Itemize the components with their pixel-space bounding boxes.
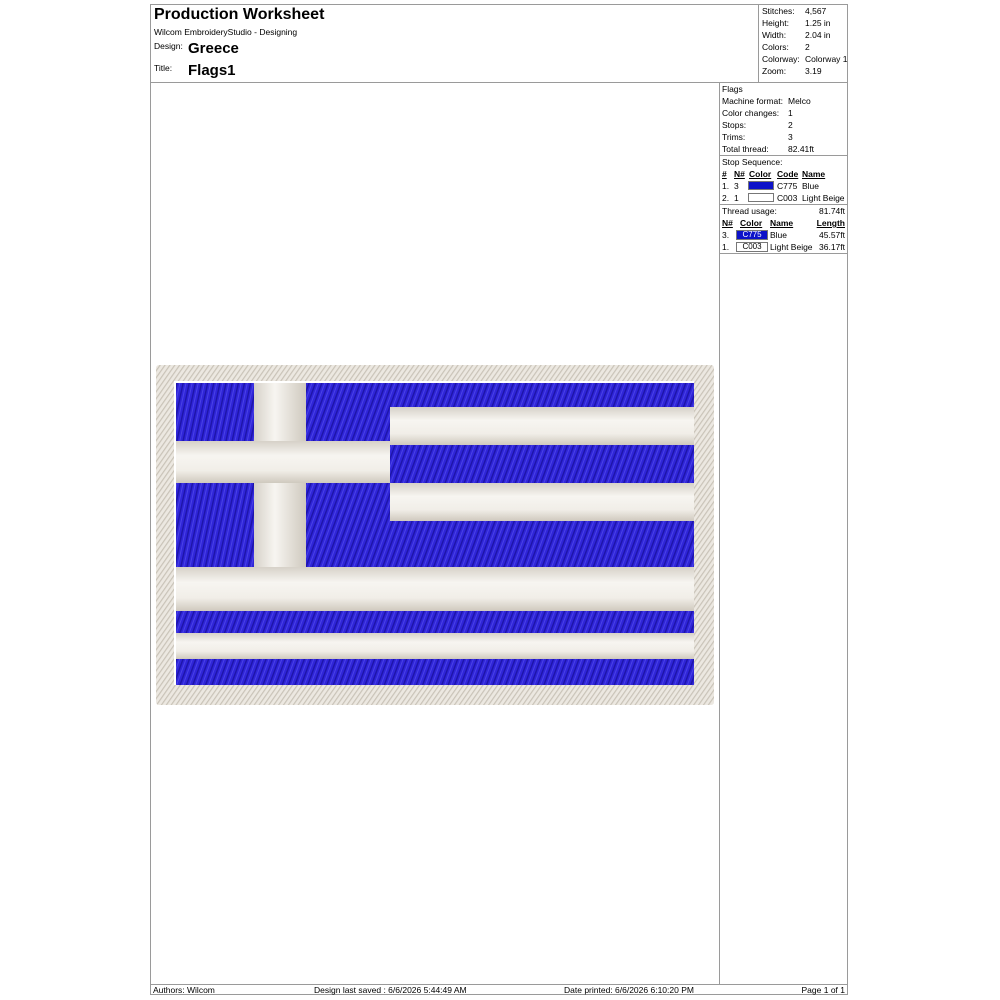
title-label: Title: [154,63,173,73]
thread-code-swatch: C003 [736,242,768,252]
stop-sequence-row: 2. 1 C003 Light Beige [722,193,845,203]
footer-last-saved: Design last saved : 6/6/2026 5:44:49 AM [314,985,467,995]
footer-authors: Authors: Wilcom [153,985,215,995]
design-name: Greece [188,40,239,57]
worksheet-header [151,5,847,83]
trims-row: Trims: 3 [722,132,793,142]
footer-page-number: Page 1 of 1 [801,985,845,995]
stops-row: Stops: 2 [722,120,793,130]
info-sidebar [720,83,847,254]
worksheet [150,4,848,995]
flags-heading: Flags [722,84,743,94]
design-preview [151,83,720,984]
flag-stripe-white-top [390,407,694,445]
flag-stripe-white-mid [390,483,694,521]
thread-usage-row: 1. C003 Light Beige 36.17ft [722,242,845,252]
stop-sequence-heading: Stop Sequence: [722,157,783,167]
application-name: Wilcom EmbroideryStudio - Designing [154,27,298,37]
flags-block [720,83,847,156]
thread-usage-row: 3. C775 Blue 45.57ft [722,230,845,240]
footer-date-printed: Date printed: 6/6/2026 6:10:20 PM [564,985,694,995]
color-changes-row: Color changes: 1 [722,108,793,118]
embroidered-flag-image [156,363,714,705]
thread-usage-heading: Thread usage: 81.74ft [722,206,845,216]
worksheet-title: Production Worksheet [154,6,325,23]
thread-code-swatch: C775 [736,230,768,240]
stop-sequence-block [720,156,847,205]
stop-sequence-header: # N# Color Code Name [722,169,826,179]
worksheet-footer [151,984,847,995]
stats-panel: Stitches: 4,567 Height: 1.25 in Width: 2.04 in Colors: 2 Colorway: Colorway 1 Zoom: 3.19 [758,5,848,82]
flag-cross-horizontal [176,441,392,483]
color-swatch [748,193,774,202]
flag-stripe-blue-5 [176,657,694,685]
title-value: Flags1 [188,62,236,79]
total-thread-row: Total thread: 82.41ft [722,144,814,154]
machine-format-row: Machine format: Melco [722,96,811,106]
thread-usage-block [720,205,847,254]
design-label: Design: [154,41,183,51]
stop-sequence-row: 1. 3 C775 Blue [722,181,820,191]
color-swatch [748,181,774,190]
thread-usage-header: N# Color Name Length [722,218,845,228]
